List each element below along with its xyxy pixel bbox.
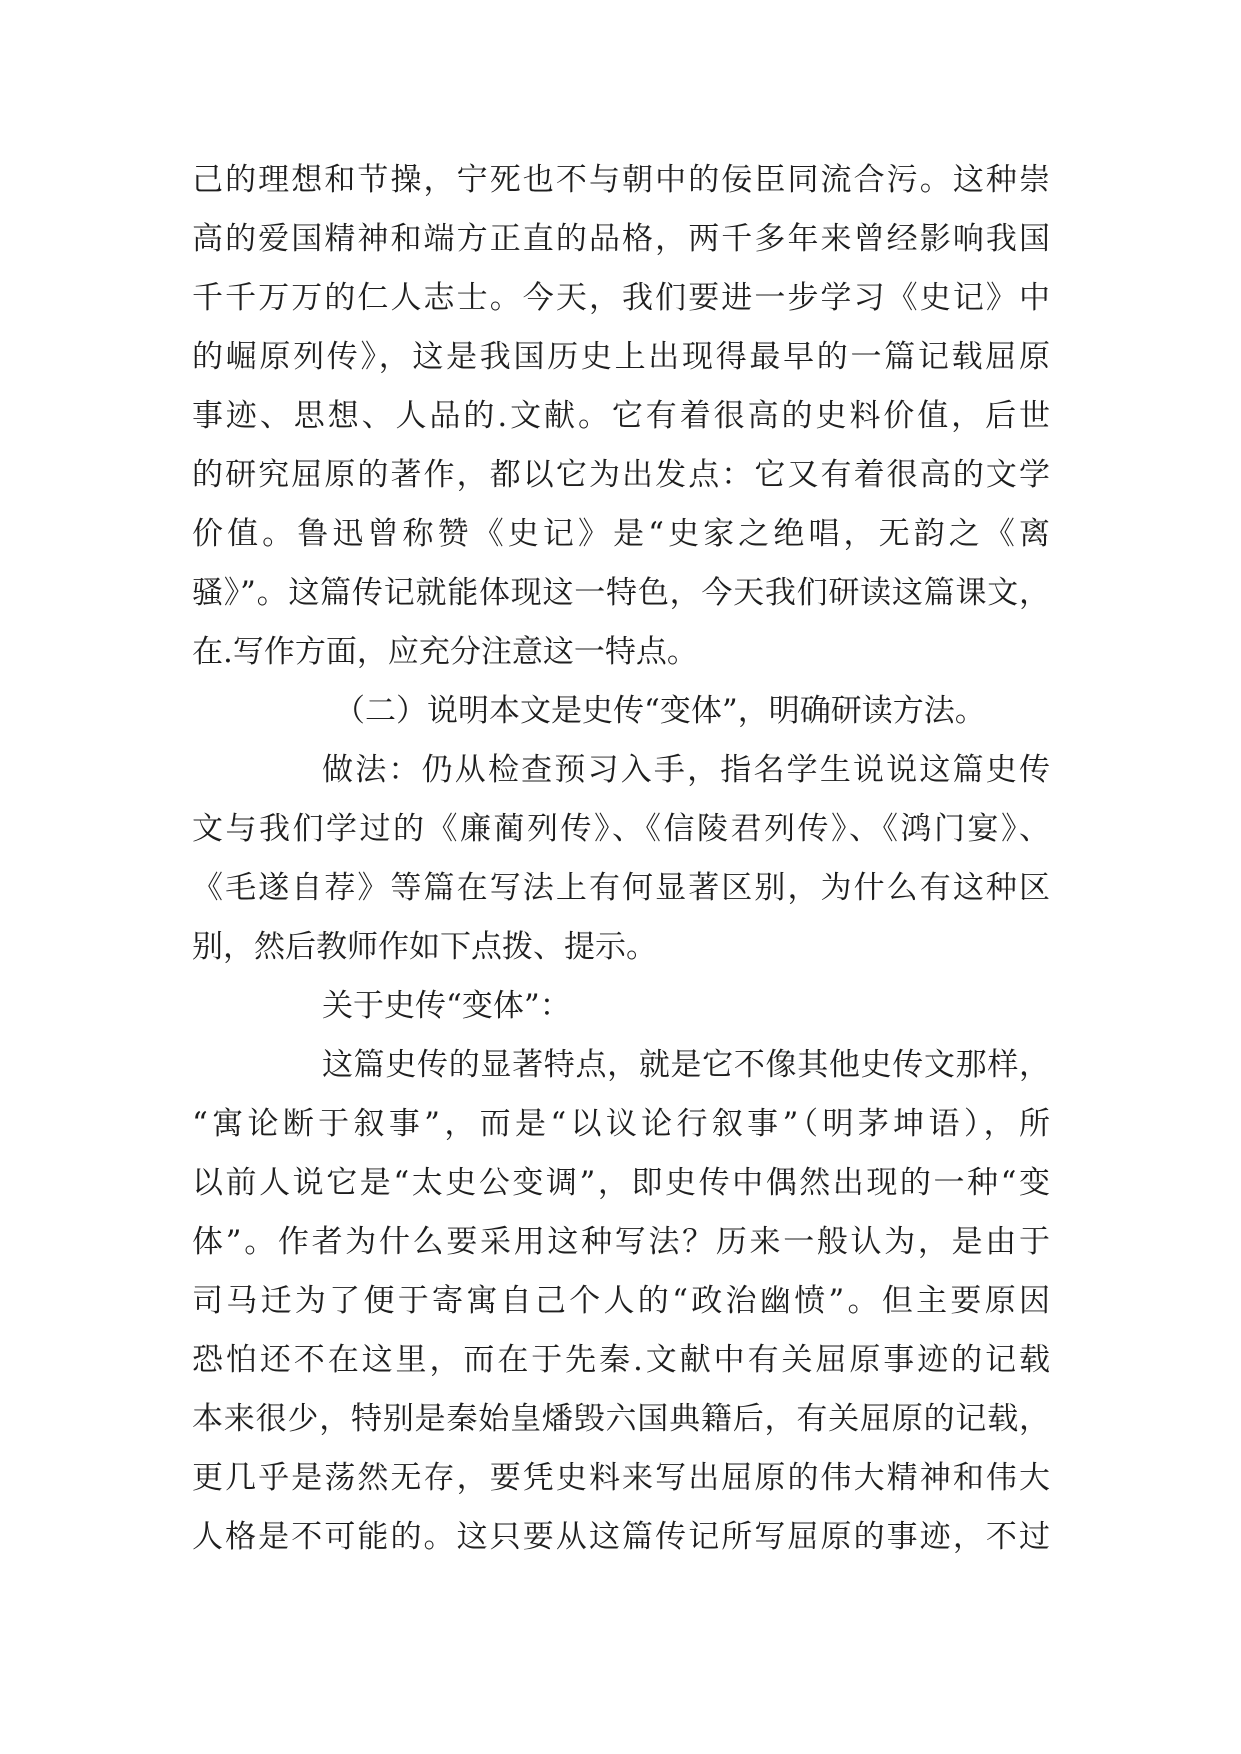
text-line: 体”。作者为什么要采用这种写法？历来一般认为，是由于 <box>192 1224 1050 1260</box>
text-line: 的研究屈原的著作，都以它为出发点：它又有着很高的文学 <box>192 457 1050 493</box>
text-line: 做法：仍从检查预习入手，指名学生说说这篇史传 <box>322 752 1050 788</box>
text-line: 在.写作方面，应充分注意这一特点。 <box>192 634 698 670</box>
subheading: 关于史传“变体”： <box>322 988 571 1024</box>
section-heading: （二）说明本文是史传“变体”，明确研读方法。 <box>334 693 986 729</box>
text-line: 高的爱国精神和端方正直的品格，两千多年来曾经影响我国 <box>192 221 1050 257</box>
text-line: 本来很少，特别是秦始皇燔毁六国典籍后，有关屈原的记载， <box>192 1401 1050 1437</box>
text-line: 这篇史传的显著特点，就是它不像其他史传文那样， <box>322 1047 1050 1083</box>
text-line: 恐怕还不在这里，而在于先秦.文献中有关屈原事迹的记载 <box>192 1342 1050 1378</box>
text-line: 文与我们学过的《廉蔺列传》、《信陵君列传》、《鸿门宴》、 <box>192 811 1050 847</box>
text-line: 以前人说它是“太史公变调”，即史传中偶然出现的一种“变 <box>192 1165 1050 1201</box>
text-line: 事迹、思想、人品的.文献。它有着很高的史料价值，后世 <box>192 398 1050 434</box>
text-line: 千千万万的仁人志士。今天，我们要进一步学习《史记》中 <box>192 280 1050 316</box>
text-line: 骚》”。这篇传记就能体现这一特色，今天我们研读这篇课文， <box>192 575 1050 611</box>
text-line: 司马迁为了便于寄寓自己个人的“政治幽愤”。但主要原因 <box>192 1283 1050 1319</box>
text-line: 《毛遂自荐》等篇在写法上有何显著区别，为什么有这种区 <box>192 870 1050 906</box>
text-line: 更几乎是荡然无存，要凭史料来写出屈原的伟大精神和伟大 <box>192 1460 1050 1496</box>
text-line: 的崛原列传》，这是我国历史上出现得最早的一篇记载屈原 <box>192 339 1050 375</box>
text-line: 人格是不可能的。这只要从这篇传记所写屈原的事迹，不过 <box>192 1519 1050 1555</box>
text-line: 别，然后教师作如下点拨、提示。 <box>192 929 657 965</box>
text-line: 价值。鲁迅曾称赞《史记》是“史家之绝唱，无韵之《离 <box>192 516 1050 552</box>
text-line: “寓论断于叙事”，而是“以议论行叙事”（明茅坤语），所 <box>192 1106 1050 1142</box>
text-line: 己的理想和节操，宁死也不与朝中的佞臣同流合污。这种崇 <box>192 162 1050 198</box>
